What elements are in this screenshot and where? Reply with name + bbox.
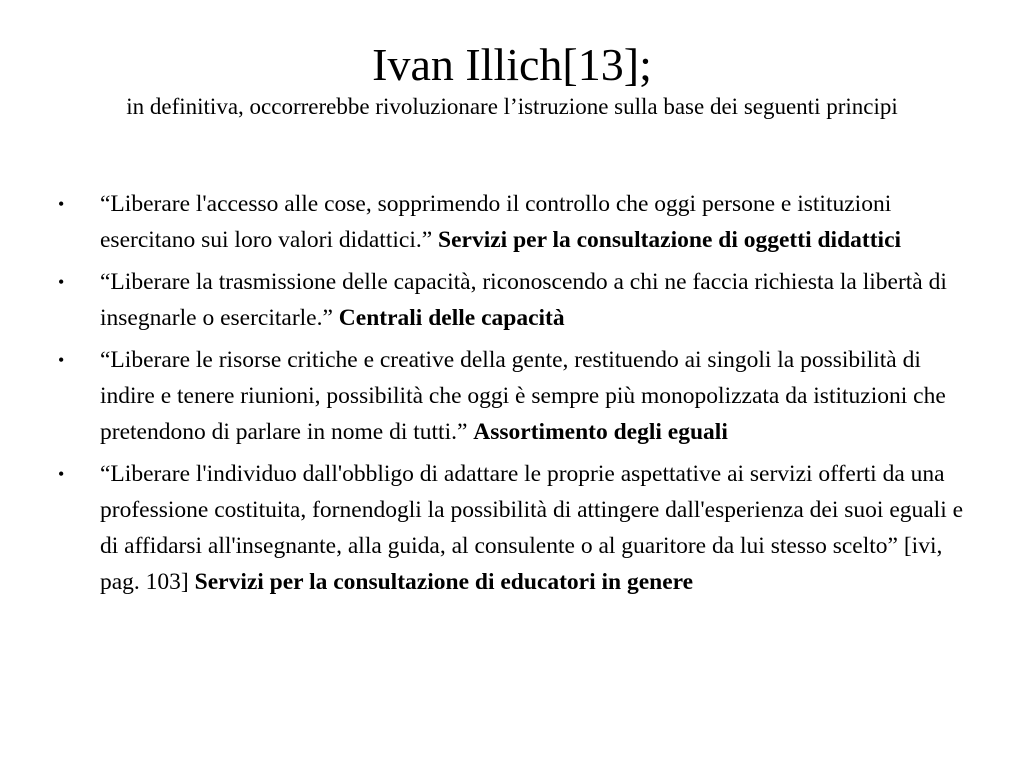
bullet-icon: • [58, 350, 65, 370]
bullet-icon: • [58, 272, 65, 292]
slide-subtitle: in definitiva, occorrerebbe rivoluzionare l’istruzione sulla base dei seguenti principi [126, 94, 898, 119]
slide-title: Ivan Illich[13]; [372, 39, 652, 90]
bullet-list [58, 186, 968, 606]
bullet-text: “Liberare l'accesso alle cose, sopprimendo il controllo che oggi persone e istituzioni esercitano sui loro valori didattici.” [100, 191, 892, 253]
bullet-strong-text: Servizi per la consultazione di oggetti didattici [438, 227, 902, 253]
bullet-strong-text: Assortimento degli eguali [473, 419, 728, 445]
bullet-item-2 [58, 264, 968, 336]
bullet-text: “Liberare la trasmissione delle capacità, riconoscendo a chi ne faccia richiesta la libertà di insegnarle o esercitarle.” [100, 269, 947, 331]
bullet-item-1 [58, 186, 968, 258]
bullet-item-4 [58, 456, 968, 600]
bullet-text: “Liberare le risorse critiche e creative della gente, restituendo ai singoli la possibilità di indire e tenere riunioni, possibilità che oggi è sempre più monopolizzata da istituzioni che pretendono di parlare in nome di tutti.” [100, 347, 946, 445]
bullet-icon: • [58, 194, 65, 214]
bullet-text: “Liberare l'individuo dall'obbligo di adattare le proprie aspettative ai servizi offerti da una professione costituita, fornendogli la possibilità di attingere dall'esperienza dei suoi eguali e di affidarsi all'insegnante, alla guida, al consulente o al guaritore da lui stesso scelto” [ivi, pag. 103] [100, 461, 964, 595]
bullet-strong-text: Centrali delle capacità [338, 305, 565, 331]
title-block [90, 38, 934, 122]
bullet-strong-text: Servizi per la consultazione di educatori in genere [194, 569, 694, 595]
bullet-item-3 [58, 342, 968, 450]
bullet-icon: • [58, 464, 65, 484]
